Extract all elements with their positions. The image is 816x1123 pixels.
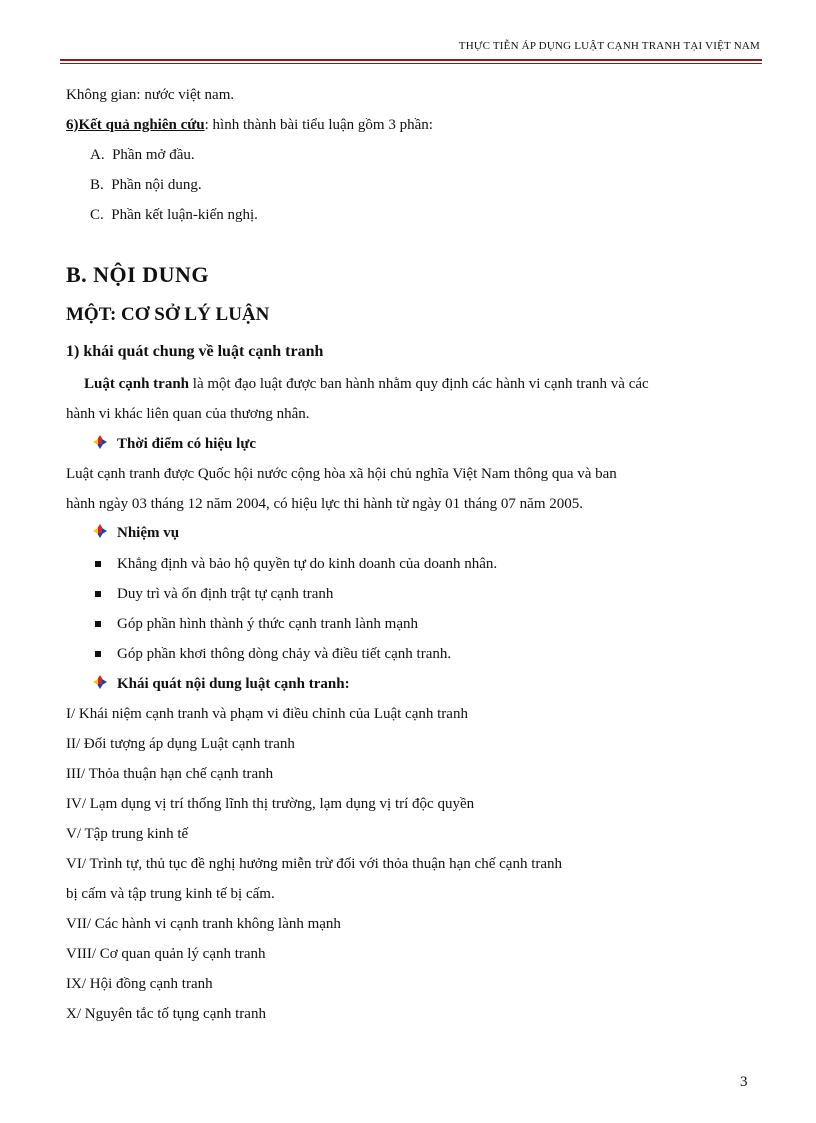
chapter-item: III/ Thỏa thuận hạn chế cạnh tranh — [66, 766, 274, 782]
result-text: : hình thành bài tiểu luận gồm 3 phần: — [204, 117, 433, 133]
list-text: Phần nội dung. — [111, 177, 202, 193]
list-item — [90, 146, 195, 164]
result-line — [66, 116, 433, 134]
task-item: Duy trì và ổn định trật tự cạnh tranh — [117, 586, 334, 602]
scope-line: Không gian: nước việt nam. — [66, 87, 235, 103]
chapter-item: I/ Khái niệm cạnh tranh và phạm vi điều chỉnh của Luật cạnh tranh — [66, 706, 468, 722]
header-rule-thin — [60, 63, 762, 64]
four-way-arrow-icon — [92, 434, 108, 450]
result-label: 6)Kết quả nghiên cứu — [66, 117, 205, 133]
chapter-item: VIII/ Cơ quan quản lý cạnh tranh — [66, 946, 266, 962]
header-rule-thick — [60, 59, 762, 61]
tasks-heading: Nhiệm vụ — [117, 525, 180, 541]
task-item: Khẳng định và bảo hộ quyền tự do kinh doanh của doanh nhân. — [117, 556, 498, 572]
definition-term: Luật cạnh tranh — [84, 376, 190, 392]
section-subtitle: MỘT: CƠ SỞ LÝ LUẬN — [66, 304, 270, 325]
chapter-item-continued: bị cấm và tập trung kinh tế bị cấm. — [66, 886, 275, 902]
page-number: 3 — [740, 1074, 748, 1090]
definition-line-2: hành vi khác liên quan của thương nhân. — [66, 406, 310, 422]
list-letter: A. — [90, 147, 105, 163]
overview-heading: Khái quát nội dung luật cạnh tranh: — [117, 676, 350, 692]
effect-line-2: hành ngày 03 tháng 12 năm 2004, có hiệu lực thi hành từ ngày 01 tháng 07 năm 2005. — [66, 496, 584, 512]
running-header: THỰC TIỄN ÁP DỤNG LUẬT CẠNH TRANH TẠI VIỆT NAM — [458, 40, 760, 52]
chapter-item: V/ Tập trung kinh tế — [66, 826, 189, 842]
list-item — [90, 206, 258, 224]
task-item: Góp phần hình thành ý thức cạnh tranh lành mạnh — [117, 616, 418, 632]
bullet-square-icon — [95, 651, 101, 657]
chapter-item: IX/ Hội đồng cạnh tranh — [66, 976, 213, 992]
four-way-arrow-icon — [92, 674, 108, 690]
effect-heading: Thời điểm có hiệu lực — [117, 436, 256, 452]
section-title: B. NỘI DUNG — [66, 262, 210, 287]
four-way-arrow-icon — [92, 523, 108, 539]
list-text: Phần mở đầu. — [112, 147, 195, 163]
chapter-item: II/ Đối tượng áp dụng Luật cạnh tranh — [66, 736, 295, 752]
list-item — [90, 176, 202, 194]
chapter-item: IV/ Lạm dụng vị trí thống lĩnh thị trường, lạm dụng vị trí độc quyền — [66, 796, 475, 812]
chapter-item: X/ Nguyên tắc tố tụng cạnh tranh — [66, 1006, 266, 1022]
definition-line — [84, 375, 649, 393]
definition-rest: là một đạo luật được ban hành nhằm quy định các hành vi cạnh tranh và các — [189, 376, 649, 392]
list-letter: B. — [90, 177, 104, 193]
list-text: Phần kết luận-kiến nghị. — [111, 207, 258, 223]
chapter-item: VI/ Trình tự, thủ tục đề nghị hưởng miễn trừ đối với thỏa thuận hạn chế cạnh tranh — [66, 856, 563, 872]
list-letter: C. — [90, 207, 104, 223]
bullet-square-icon — [95, 621, 101, 627]
subsection-heading: 1) khái quát chung về luật cạnh tranh — [66, 343, 324, 360]
chapter-item: VII/ Các hành vi cạnh tranh không lành mạnh — [66, 916, 341, 932]
task-item: Góp phần khơi thông dòng chảy và điều tiết cạnh tranh. — [117, 646, 452, 662]
bullet-square-icon — [95, 561, 101, 567]
bullet-square-icon — [95, 591, 101, 597]
effect-line-1: Luật cạnh tranh được Quốc hội nước cộng hòa xã hội chủ nghĩa Việt Nam thông qua và ban — [66, 466, 617, 482]
